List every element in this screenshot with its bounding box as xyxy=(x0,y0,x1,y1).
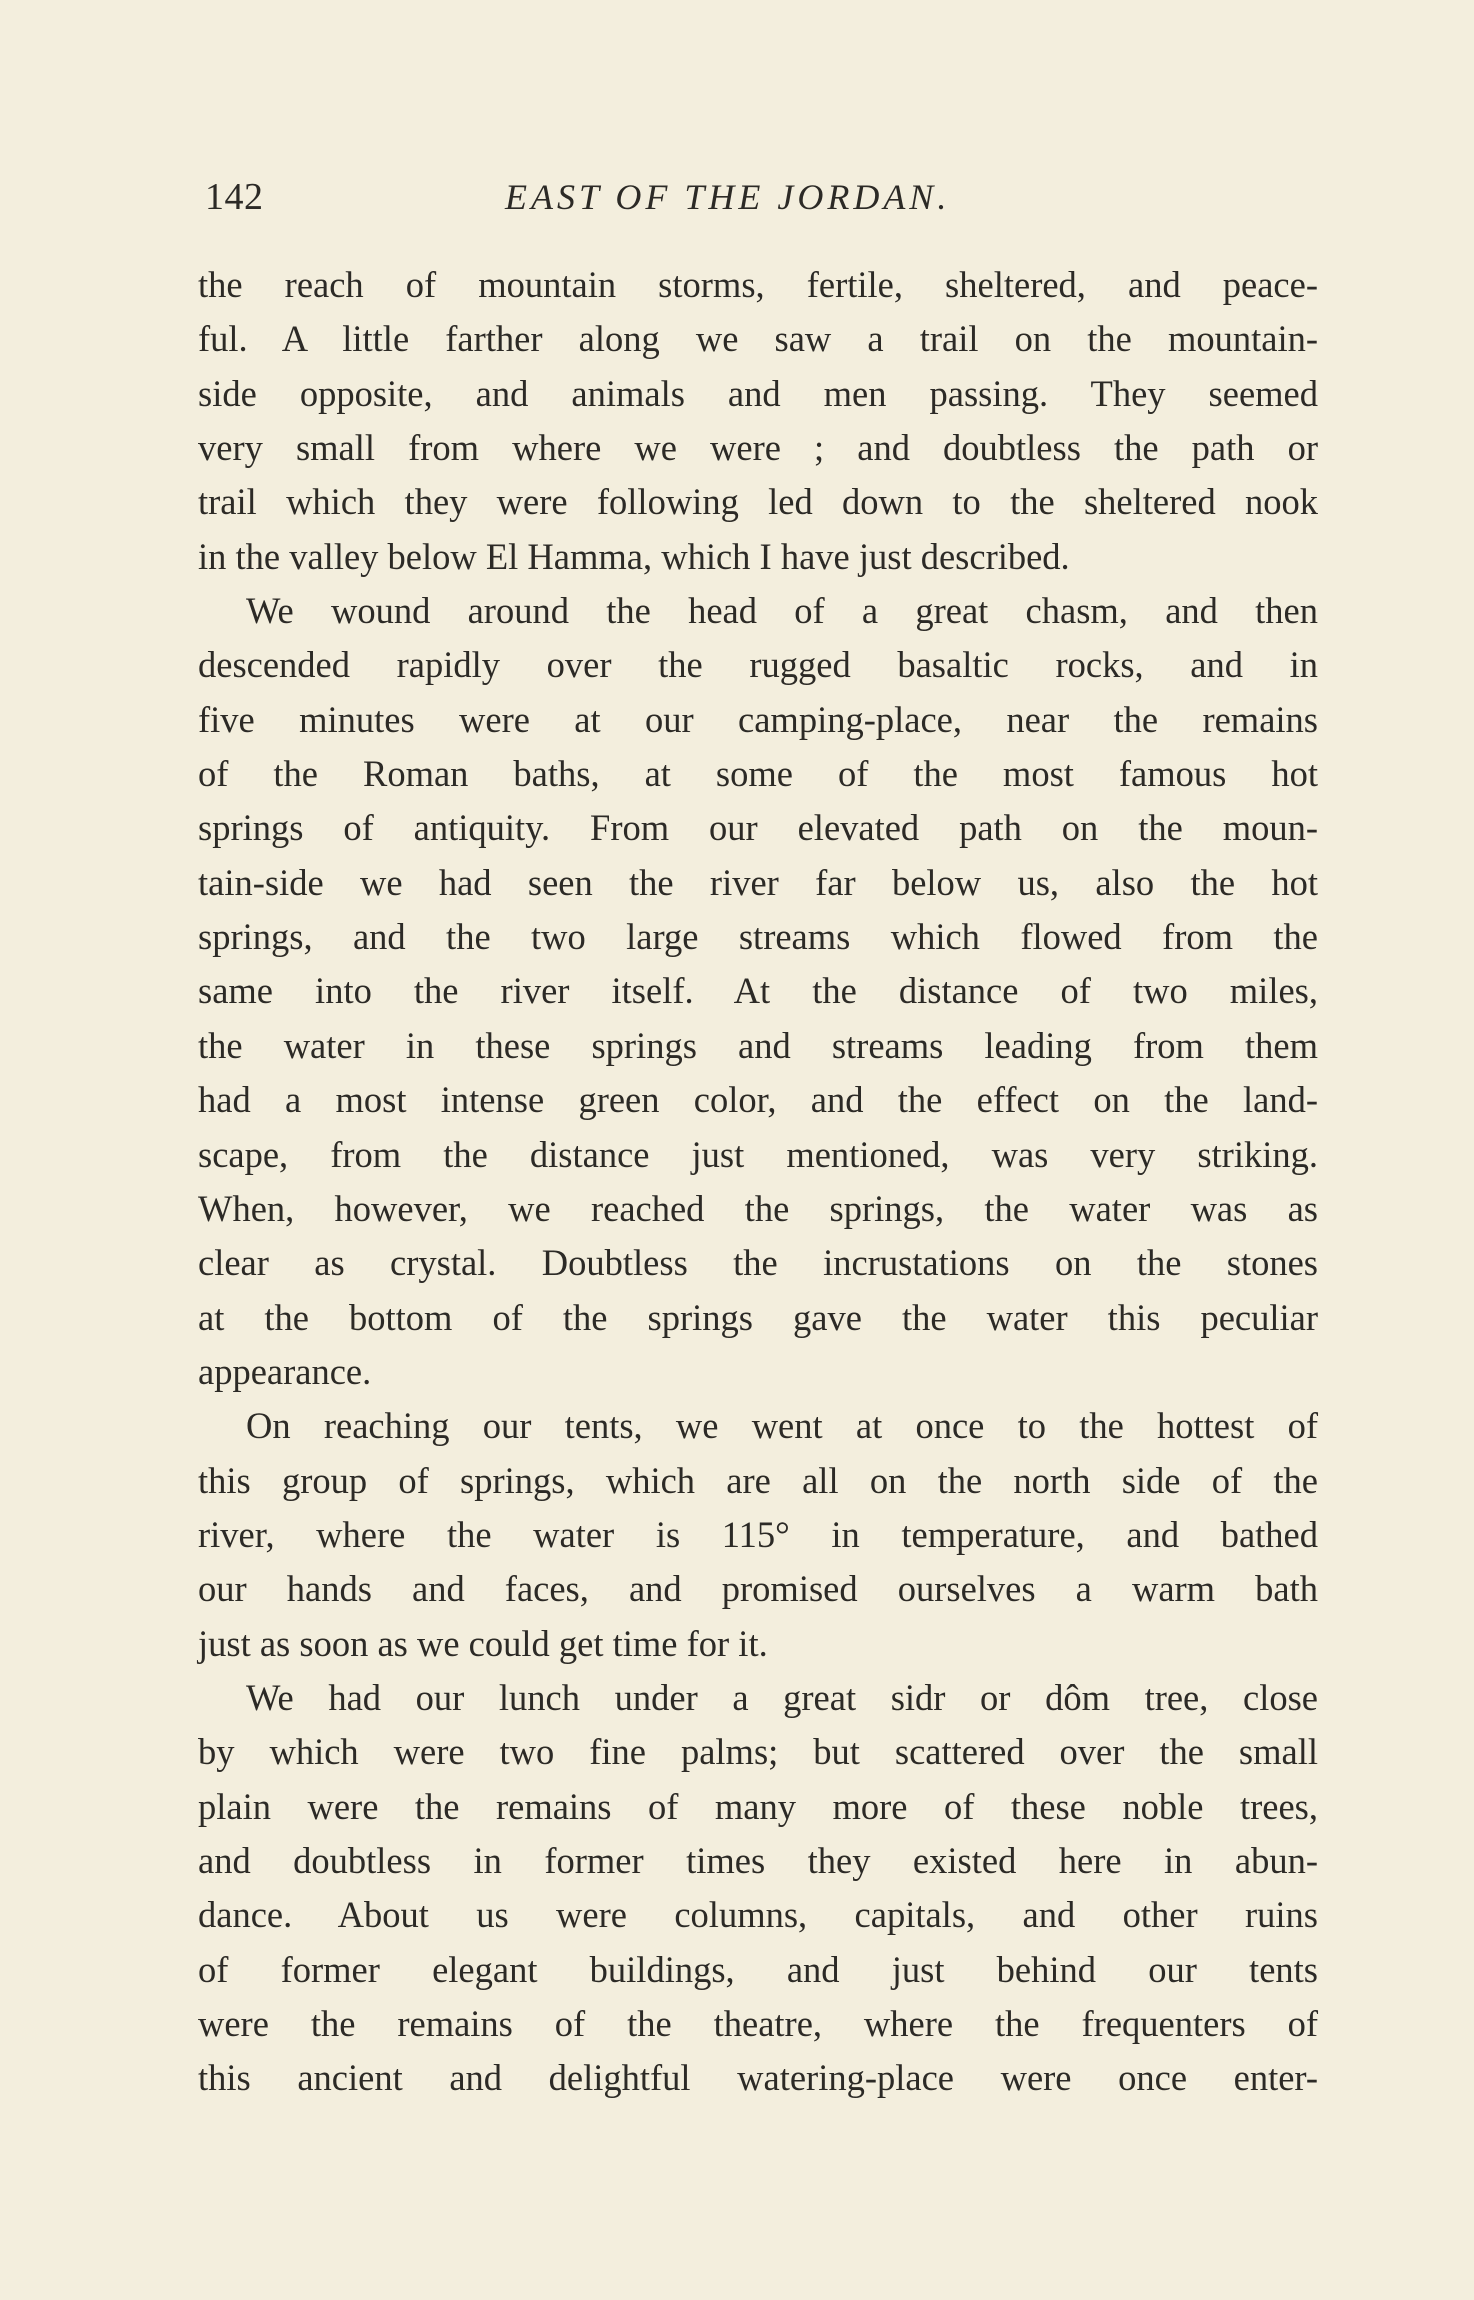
text-line: of the Roman baths, at some of the most famous hot xyxy=(198,753,1318,795)
text-line: clear as crystal. Doubtless the incrustations on the stones xyxy=(198,1242,1318,1284)
body-text xyxy=(198,258,1318,2106)
text-line: were the remains of the theatre, where the frequenters of xyxy=(198,2003,1318,2044)
text-line: same into the river itself. At the distance of two miles, xyxy=(198,970,1318,1012)
text-line: We had our lunch under a great sidr or dôm tree, close xyxy=(246,1676,1318,1718)
page-number: 142 xyxy=(205,176,264,218)
text-line: our hands and faces, and promised ourselves a warm bath xyxy=(198,1568,1318,1610)
text-line: in the valley below El Hamma, which I have just described. xyxy=(198,535,1070,577)
text-line: the reach of mountain storms, fertile, sheltered, and peace- xyxy=(198,264,1318,305)
text-line: plain were the remains of many more of these noble trees, xyxy=(198,1785,1318,1827)
text-line: dance. About us were columns, capitals, and other ruins xyxy=(198,1894,1318,1936)
text-line: appearance. xyxy=(198,1350,372,1392)
text-line: ful. A little farther along we saw a trail on the mountain- xyxy=(198,318,1318,360)
text-line: just as soon as we could get time for it. xyxy=(198,1622,768,1664)
text-line: river, where the water is 115° in temperature, and bathed xyxy=(198,1513,1318,1555)
text-line: this group of springs, which are all on the north side of the xyxy=(198,1459,1318,1501)
text-line: this ancient and delightful watering-place were once enter- xyxy=(198,2057,1318,2099)
text-line: of former elegant buildings, and just behind our tents xyxy=(198,1948,1318,1990)
text-line: five minutes were at our camping-place, near the remains xyxy=(198,698,1318,740)
text-line: at the bottom of the springs gave the water this peculiar xyxy=(198,1296,1318,1338)
text-line: tain-side we had seen the river far below us, also the hot xyxy=(198,861,1318,903)
text-line: had a most intense green color, and the effect on the land- xyxy=(198,1079,1318,1121)
running-head: EAST OF THE JORDAN. xyxy=(505,177,951,217)
text-line: springs, and the two large streams which flowed from the xyxy=(198,916,1318,958)
text-line: On reaching our tents, we went at once to the hottest of xyxy=(246,1405,1318,1447)
text-line: side opposite, and animals and men passing. They seemed xyxy=(198,372,1318,414)
text-line: springs of antiquity. From our elevated path on the moun- xyxy=(198,807,1318,849)
text-line: When, however, we reached the springs, the water was as xyxy=(198,1187,1318,1229)
text-line: scape, from the distance just mentioned, was very striking. xyxy=(198,1133,1318,1175)
text-line: very small from where we were ; and doubtless the path or xyxy=(198,427,1318,469)
text-line: the water in these springs and streams leading from them xyxy=(198,1024,1318,1066)
text-line: trail which they were following led down to the sheltered nook xyxy=(198,481,1318,523)
text-line: and doubtless in former times they existed here in abun- xyxy=(198,1839,1318,1881)
page-header xyxy=(205,172,1325,222)
text-line: descended rapidly over the rugged basaltic rocks, and in xyxy=(198,644,1318,686)
text-line: We wound around the head of a great chasm, and then xyxy=(246,590,1318,632)
text-line: by which were two fine palms; but scattered over the small xyxy=(198,1731,1318,1773)
